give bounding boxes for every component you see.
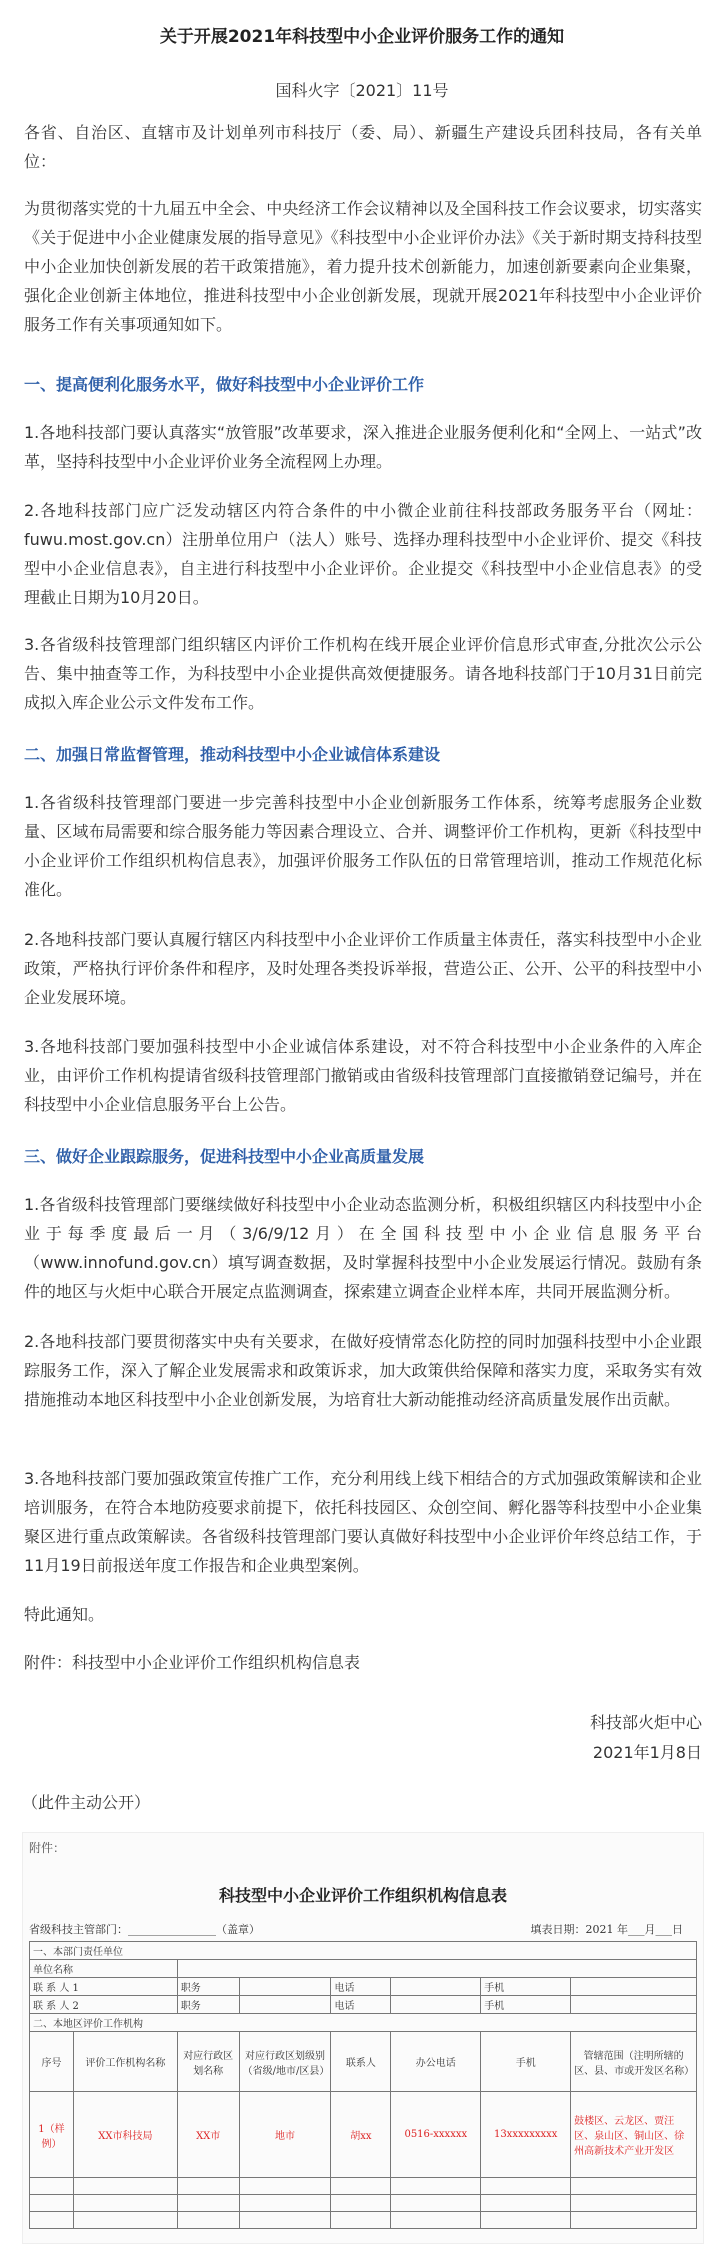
unit-name-label: 单位名称 — [30, 1960, 178, 1978]
header-cell: 序号 — [30, 2032, 74, 2092]
section-3-item-3: 3.各地科技部门要加强政策宣传推广工作，充分利用线上线下相结合的方式加强政策解读和企业培训服务，在符合本地防疫要求前提下，依托科技园区、众创空间、孵化器等科技型中小企业集聚区进行重点政策解读。各省级科技管理部门要认真做好科技型中小企业评价年终总结工作，于11月19日前报送年度工作报告和企业典型案例。 — [24, 1469, 702, 1575]
section-1-item-2: 2.各地科技部门应广泛发动辖区内符合条件的中小微企业前往科技部政务服务平台（网址：fuwu.most.gov.cn）注册单位用户（法人）账号、选择办理科技型中小企业评价、提交《科技型中小企业信息表》，自主进行科技型中小企业评价。企业提交《科技型中小企业信息表》的受理截止日期为10月20日。 — [24, 501, 702, 607]
section-3-item-1: 1.各省级科技管理部门要继续做好科技型中小企业动态监测分析，积极组织辖区内科技型中小企业于每季度最后一月（3/6/9/12月）在全国科技型中小企业信息服务平台（www.innofund.gov.cn）填写调查数据，及时掌握科技型中小企业发展运行情况。鼓励有条件的地区与火炬中心联合开展定点监测调查，探索建立调查企业样本库，共同开展监测分析。 — [24, 1195, 702, 1301]
section-1-item-1: 1.各地科技部门要认真落实“放管服”改革要求，深入推进企业服务便利化和“全网上、一站式”改革，坚持科技型中小企业评价业务全流程网上办理。 — [24, 423, 702, 471]
section-2-item-1: 1.各省级科技管理部门要进一步完善科技型中小企业创新服务工作体系，统筹考虑服务企业数量、区域布局需要和综合服务能力等因素合理设立、合并、调整评价工作机构，更新《科技型中小企业评价工作组织机构信息表》，加强评价服务工作队伍的日常管理培训，推动工作规范化标准化。 — [24, 793, 702, 899]
sample-cell: 1（样例） — [30, 2092, 74, 2178]
mobile-label: 手机 — [481, 1996, 571, 2014]
public-note: （此件主动公开） — [22, 1793, 151, 1812]
contact-1-label: 联 系 人 1 — [30, 1978, 178, 1996]
table-row — [30, 2178, 697, 2195]
sample-cell: 0516-xxxxxx — [391, 2092, 481, 2178]
signer: 科技部火炬中心 — [589, 1713, 702, 1732]
table-header-row — [30, 2032, 697, 2092]
table-row — [30, 1996, 697, 2014]
header-cell: 对应行政区划级别（省级/地市/区县） — [239, 2032, 331, 2092]
attachment-table — [29, 1941, 697, 2229]
table-row — [30, 1942, 697, 1960]
section-2-label: 二、本地区评价工作机构 — [30, 2014, 697, 2032]
header-cell: 管辖范围（注明所辖的区、县、市或开发区名称） — [571, 2032, 697, 2092]
issue-date: 2021年1月8日 — [592, 1743, 702, 1762]
intro-paragraph: 为贯彻落实党的十九届五中全会、中央经济工作会议精神以及全国科技工作会议要求，切实落实《关于促进中小企业健康发展的指导意见》《科技型中小企业评价办法》《关于新时期支持科技型中小企业加快创新发展的若干政策措施》，着力提升技术创新能力，加速创新要素向企业集聚，强化企业创新主体地位，推进科技型中小企业创新发展，现就开展2021年科技型中小企业评价服务工作有关事项通知如下。 — [24, 199, 702, 334]
section-1-heading: 一、提高便利化服务水平，做好科技型中小企业评价工作 — [24, 375, 425, 394]
sample-cell: 胡xx — [331, 2092, 391, 2178]
section-1-label: 一、本部门责任单位 — [30, 1942, 697, 1960]
position-label: 职务 — [177, 1978, 239, 1996]
phone-label: 电话 — [331, 1996, 391, 2014]
sample-cell: 地市 — [239, 2092, 331, 2178]
contact-2-label: 联 系 人 2 — [30, 1996, 178, 2014]
header-cell: 对应行政区划名称 — [177, 2032, 239, 2092]
sample-cell: 鼓楼区、云龙区、贾汪区、泉山区、铜山区、徐州高新技术产业开发区 — [571, 2092, 697, 2178]
position-label: 职务 — [177, 1996, 239, 2014]
doc-number: 国科火字〔2021〕11号 — [275, 81, 449, 100]
section-1-item-3: 3.各省级科技管理部门组织辖区内评价工作机构在线开展企业评价信息形式审查,分批次公示公告、集中抽查等工作，为科技型中小企业提供高效便捷服务。请各地科技部门于10月31日前完成拟入库企业公示文件发布工作。 — [24, 635, 702, 712]
attachment-dept: 省级科技主管部门：________________（盖章） — [29, 1923, 260, 1936]
table-row — [30, 2212, 697, 2229]
salutation: 各省、自治区、直辖市及计划单列市科技厅（委、局）、新疆生产建设兵团科技局，各有关单位： — [24, 123, 702, 171]
notice-title: 关于开展2021年科技型中小企业评价服务工作的通知 — [159, 27, 565, 47]
header-cell: 手机 — [481, 2032, 571, 2092]
section-3-item-2: 2.各地科技部门要贯彻落实中央有关要求，在做好疫情常态化防控的同时加强科技型中小企业跟踪服务工作，深入了解企业发展需求和政策诉求，加大政策供给保障和落实力度，采取务实有效措施推动本地区科技型中小企业创新发展，为培育壮大新动能推动经济高质量发展作出贡献。 — [24, 1332, 702, 1409]
section-3-heading: 三、做好企业跟踪服务，促进科技型中小企业高质量发展 — [24, 1147, 425, 1166]
table-row-sample — [30, 2092, 697, 2178]
phone-label: 电话 — [331, 1978, 391, 1996]
header-cell: 评价工作机构名称 — [73, 2032, 177, 2092]
section-2-item-3: 3.各地科技部门要加强科技型中小企业诚信体系建设，对不符合科技型中小企业条件的入库企业，由评价工作机构提请省级科技管理部门撤销或由省级科技管理部门直接撤销登记编号，并在科技型中小企业信息服务平台上公告。 — [24, 1037, 702, 1114]
attachment-fill-date: 填表日期：2021 年___月___日 — [530, 1923, 683, 1936]
attachment-label: 附件： — [29, 1841, 66, 1855]
attachment-image — [22, 1832, 704, 2244]
table-row — [30, 1960, 697, 1978]
closing: 特此通知。 — [24, 1605, 105, 1624]
section-2-item-2: 2.各地科技部门要认真履行辖区内科技型中小企业评价工作质量主体责任，落实科技型中小企业政策，严格执行评价条件和程序，及时处理各类投诉举报，营造公正、公开、公平的科技型中小企业发展环境。 — [24, 930, 702, 1007]
attachment-line: 附件：科技型中小企业评价工作组织机构信息表 — [24, 1653, 361, 1672]
attachment-title: 科技型中小企业评价工作组织机构信息表 — [218, 1886, 507, 1905]
header-cell: 联系人 — [331, 2032, 391, 2092]
header-cell: 办公电话 — [391, 2032, 481, 2092]
sample-cell: 13xxxxxxxxx — [481, 2092, 571, 2178]
section-2-heading: 二、加强日常监督管理，推动科技型中小企业诚信体系建设 — [24, 745, 441, 764]
table-row — [30, 2014, 697, 2032]
sample-cell: XX市科技局 — [73, 2092, 177, 2178]
mobile-label: 手机 — [481, 1978, 571, 1996]
table-row — [30, 2195, 697, 2212]
sample-cell: XX市 — [177, 2092, 239, 2178]
table-row — [30, 1978, 697, 1996]
